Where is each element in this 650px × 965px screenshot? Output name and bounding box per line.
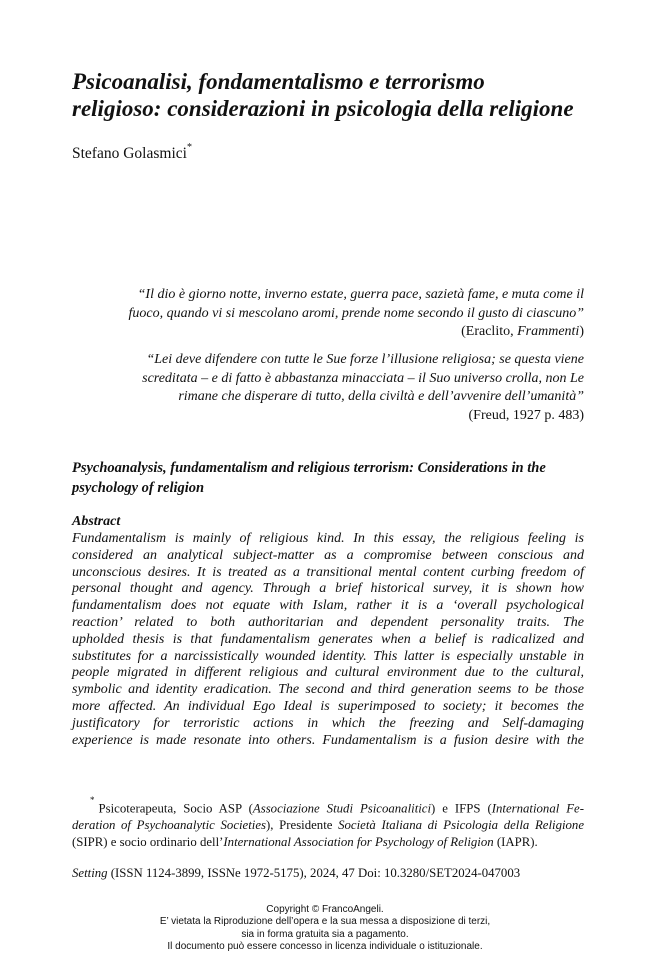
- epigraph-source: (Freud, 1927 p. 483): [468, 407, 584, 423]
- english-title-line: psychology of religion: [72, 480, 205, 496]
- source-text: (Eraclito,: [461, 324, 518, 339]
- epigraph-line: “Il dio è giorno notte, inverno estate, guerra pace, sazietà fame, e muta come il: [137, 287, 584, 302]
- copyright-line: E’ vietata la Riproduzione dell’opera e la sua messa a disposizione di terzi,: [159, 916, 491, 928]
- abstract-line: fundamentalism does not equate with Islam, rather it is a ‘overall psychological: [72, 598, 584, 614]
- abstract-line: unconscious desires. It is treated as a transitional mental content curbing freedom of: [72, 564, 584, 580]
- abstract-line: symbolic and identity eradication. The second and third generation seems to be those: [72, 682, 584, 698]
- footnote-text: Associazione Studi Psicoanalitici: [252, 801, 432, 816]
- author-footnote: [72, 796, 584, 851]
- epigraph-line: “Lei deve difendere con tutte le Sue forze l’illusione religiosa; se questa viene: [146, 352, 584, 367]
- abstract-line: reaction’ related to both authoritarian and dependent personality traits. The: [72, 614, 584, 630]
- english-title-line: Psychoanalysis, fundamentalism and religious terrorism: Considerations in the: [72, 460, 546, 476]
- copyright-line: sia in forma gratuita sia a pagamento.: [241, 928, 409, 940]
- abstract-line: upholded thesis is that fundamentalism generates when a belief is radicalized and: [72, 631, 584, 647]
- source-text: ): [579, 324, 584, 339]
- copyright-line: Il documento può essere concesso in licenza individuale o istituzionale.: [167, 940, 483, 952]
- author: [72, 144, 192, 163]
- footnote-text: International Association for Psychology of Religion: [223, 835, 494, 850]
- article-title: [72, 68, 584, 122]
- abstract-body: [72, 531, 584, 749]
- footnote-text: deration of Psychoanalytic Societies: [72, 818, 266, 833]
- footnote-text: International Fe-: [491, 801, 585, 816]
- footnote-text: Psicoterapeuta, Socio ASP (: [98, 801, 253, 816]
- epigraph-source: [104, 323, 584, 342]
- title-line: religioso: considerazioni in psicologia della religione: [72, 96, 574, 121]
- source-work: Frammenti: [517, 324, 580, 339]
- copyright-line: Copyright © FrancoAngeli.: [266, 904, 384, 915]
- epigraph-line: rimane che disperare di tutto, della civiltà e dell’avvenire dell’umanità”: [178, 389, 584, 404]
- footnote-text: ) e IFPS (: [431, 801, 492, 816]
- copyright-notice: [0, 904, 650, 953]
- footnote-text: (IAPR).: [493, 835, 538, 850]
- epigraph-line: screditata – e di fatto è abbastanza minacciata – il Suo universo crolla, non Le: [142, 370, 584, 386]
- abstract-line: substitutes for a narcissistically wounded identity. This latter is especially unstable in: [72, 648, 584, 664]
- abstract-line: more affected. An individual Ego Ideal is superimposed to society; it becomes the: [72, 698, 584, 714]
- abstract-line: personal thought and agency. Through a brief historical survey, it is shown how: [72, 581, 584, 597]
- footnote-line: [72, 817, 584, 834]
- abstract-line: justificatory for terroristic actions in which the freezing and Self-damaging: [72, 715, 584, 731]
- footnote-text: (SIPR) e socio ordinario dell’: [72, 835, 224, 850]
- abstract-line: experience is made resonate into others. Fundamentalism is a fusion desire with the: [72, 732, 584, 748]
- abstract-line: people migrated in different religious and cultural environment due to the cultural,: [72, 665, 584, 681]
- footnote-mark: *: [90, 795, 95, 805]
- english-title: [72, 458, 584, 498]
- citation-details: (ISSN 1124-3899, ISSNe 1972-5175), 2024, 47 Doi: 10.3280/SET2024-047003: [107, 866, 521, 880]
- epigraph-heraclitus: [104, 286, 584, 342]
- abstract-line: considered an analytical subject-matter as a compromise between conscious and: [72, 547, 584, 563]
- abstract-line: Fundamentalism is mainly of religious kind. In this essay, the religious feeling is: [72, 531, 584, 546]
- footnote-line: [72, 796, 584, 817]
- footnote-line: [72, 834, 584, 851]
- abstract-heading: Abstract: [72, 514, 121, 529]
- footnote-text: ), Presidente: [266, 818, 339, 833]
- journal-citation: [72, 866, 520, 881]
- epigraph-freud: [104, 351, 584, 425]
- footnote-text: Società Italiana di Psicologia della Religione: [338, 818, 584, 833]
- epigraph-line: fuoco, quando vi si mescolano aromi, prende nome secondo il gusto di ciascuno”: [128, 305, 584, 321]
- title-line: Psicoanalisi, fondamentalismo e terrorismo: [72, 69, 485, 94]
- author-name: Stefano Golasmici: [72, 145, 187, 163]
- author-footnote-mark[interactable]: *: [186, 142, 192, 153]
- journal-name: Setting: [72, 866, 108, 880]
